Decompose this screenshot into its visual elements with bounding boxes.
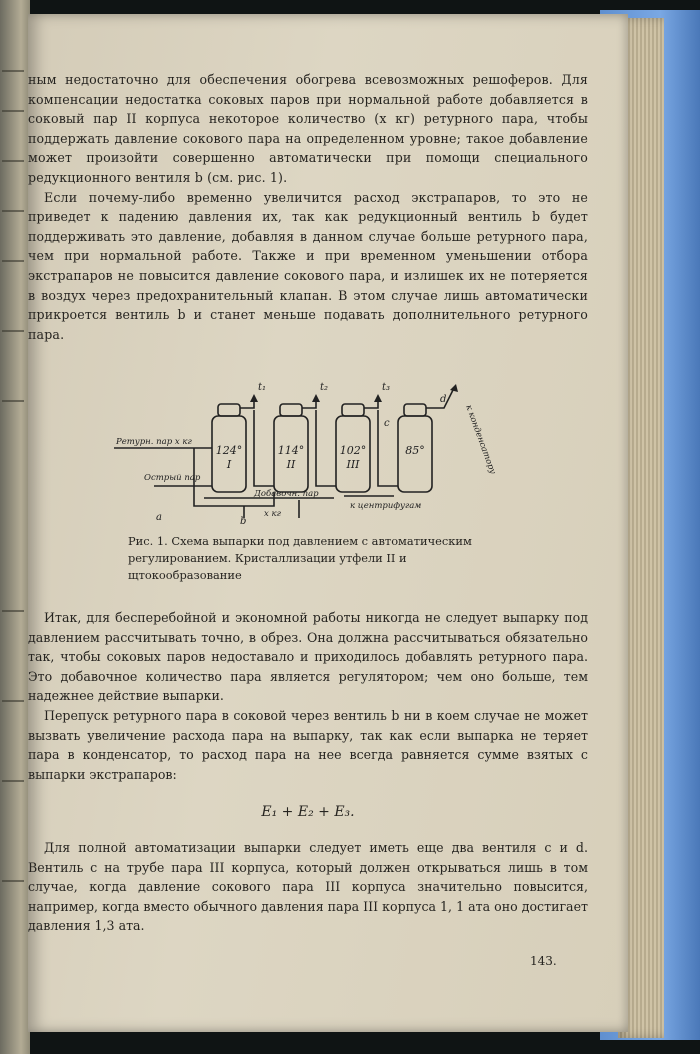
evaporator-diagram: [94, 376, 514, 526]
paragraph: Если почему-либо временно увеличится расход экстрапаров, то это не приведет к падению давления их, так как редукционный вентиль b будет поддерживать это давление, добавляя в данном случае больше ретурного пара, чем при нормальной работе. Также и при временном уменьшении отбора экстрапаров не повысится давление сокового пара, и излишек их не потеряется в воздух через предохранительный клапан. В этом случае лишь автоматически прикроется вентиль b и станет меньше подавать дополнительного ретурного пара.: [28, 189, 588, 342]
t1-label: t₁: [258, 382, 267, 393]
body-text-top: [28, 70, 588, 344]
valve-d-label: d: [440, 394, 447, 405]
retour-steam-label: Ретурн. пар x кг: [116, 437, 192, 447]
t2-label: t₂: [320, 382, 329, 393]
valve-b-label: b: [240, 516, 247, 526]
vessel4-temp: 85°: [405, 444, 425, 457]
valve-a-label: a: [156, 512, 162, 523]
body-text-bottom: [28, 838, 588, 936]
vessel3-num: III: [346, 458, 360, 471]
vessel1-temp: 124°: [215, 444, 243, 457]
left-page-edge: [0, 0, 30, 1054]
vessel1-num: I: [226, 458, 232, 471]
paragraph: Перепуск ретурного пара в соковой через вентиль b ни в коем случае не может вызвать увеличение расхода пара на выпарку, так как если выпарка не теряет пара в конденсатор, то расход пара на нее всегда равняется сумме взятых с выпарки экстрапаров:: [28, 707, 588, 782]
paragraph: ным недостаточно для обеспечения обогрева всевозможных решоферов. Для компенсации недостатка соковых паров при нормальной работе добавляется в соковый пар II корпуса некоторое количество (x кг) ретурного пара, чтобы поддержать давление сокового пара на определенном уровне; такое добавление может произойти совершенно автоматически при помощи специального редукционного вентиля b (см. рис. 1).: [28, 72, 588, 185]
formula: E₁ + E₂ + E₃.: [261, 804, 355, 820]
vessel2-num: II: [286, 458, 296, 471]
paragraph: Итак, для бесперебойной и экономной работы никогда не следует выпарку под давлением рассчитывать точно, в обрез. Она должна рассчитываться обязательно так, чтобы соковых паров недоставало и приходилось добавлять ретурного пара. Это добавочное количество пара является регулятором; чем оно больше, тем надежнее действие выпарки.: [28, 610, 588, 704]
vessel3-temp: 102°: [339, 444, 367, 457]
paragraph: Для полной автоматизации выпарки следует иметь еще два вентиля c и d. Вентиль c на трубе пара III корпуса, который должен открываться лишь в том случае, когда давление сокового пара III корпуса значительно повысится, например, когда вместо обычного давления пара III корпуса 1, 1 ата оно достигает давления 1,3 ата.: [28, 840, 588, 934]
book-page: [28, 14, 628, 1032]
page-number: 143.: [530, 954, 557, 968]
centrifugal-label: к центрифугам: [350, 501, 422, 511]
condenser-label: к конденсатору: [463, 403, 498, 476]
body-text-mid: [28, 608, 588, 784]
x-kg-label: x кг: [264, 509, 281, 519]
added-steam-label: Добавочн. пар: [254, 489, 319, 499]
figure-caption: Рис. 1. Схема выпарки под давлением с автоматическим регулированием. Кристаллизации утфели II и щтокообразование: [128, 534, 472, 582]
vessel2-temp: 114°: [277, 444, 305, 457]
live-steam-label: Острый пар: [144, 473, 201, 483]
diagram-svg: [94, 376, 514, 526]
valve-c-label: c: [384, 418, 390, 429]
t3-label: t₃: [382, 382, 391, 393]
